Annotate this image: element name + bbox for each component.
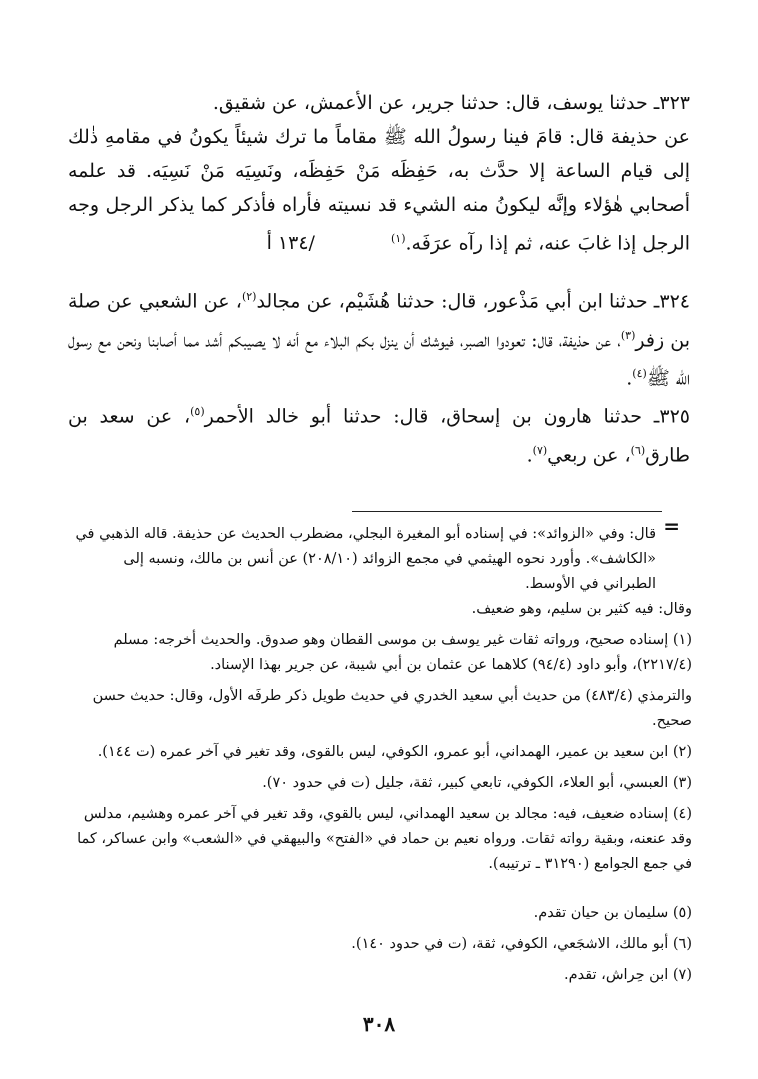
hadith-323-body [68,120,690,260]
hadith-324 [68,280,690,395]
hadith-324-text-b: ، عن حذيفة، قال: تعودوا الصبر، فيوشك أن ينزل بكم البلاء مع أنه لا يصيبكم أشد مما أصابنا ونحن مع رسول الله ﷺ [68,328,690,390]
manuscript-folio-marker: /١٣٤ أ [266,232,315,255]
footnote-7: (٧) ابن حِراش، تقدم. [564,967,692,983]
hadith-325 [68,395,690,472]
hadith-325-text-a: ، عن سعد بن طارق [68,405,690,466]
footnote-continued-1: قال: وفي «الزوائد»: في إسناده أبو المغيرة البجلي، مضطرب الحديث عن حذيفة. قاله الذهبي في «الكاشف». وأورد نحوه الهيثمي في مجمع الزوائد (٢٠٨/١٠) عن أنس بن مالك، ونسبه إلى الطبراني في الأوسط. [75,526,656,592]
footnote-ref-2: (٢) [241,290,257,304]
page-number: ٣٠٨ [362,1012,396,1036]
hadith-325-end: . [526,443,533,466]
footnote-1-continued: والترمذي (٤٨٣/٤) من حديث أبي سعيد الخدري في حديث طويل ذكر طرفَه الأول، وقال: حديث حسن صحيح. [92,688,692,729]
footnote-ref-5: (٥) [190,405,205,419]
footnote-ref-7: (٧) [532,443,548,457]
footnotes [66,522,692,988]
footnote-continued-2: وقال: فيه كثير بن سليم، وهو ضعيف. [471,601,692,617]
hadith-325-text-b: ، عن ربعي [547,443,631,466]
hadith-323-heading: ٣٢٣ـ حدثنا يوسف، قال: حدثنا جرير، عن الأعمش، عن شقيق. [212,92,690,114]
footnote-ref-1: (١) [391,232,406,245]
hadith-324-text-a: ، عن الشعبي عن صلة بن زفر [68,290,690,351]
footnote-2: (٢) ابن سعيد بن عمير، الهمداني، أبو عمرو، الكوفي، ليس بالقوى، وقد تغير في آخر عمره (ت ١٤٤). [97,744,692,760]
footnote-6: (٦) أبو مالك، الاشجَعي، الكوفي، ثقة، (ت في حدود ١٤٠). [351,936,692,952]
footnote-ref-6: (٦) [630,443,646,457]
footnote-1: (١) إسناده صحيح، ورواته ثقات غير يوسف بن موسى القطان وهو صدوق. والحديث أخرجه: مسلم (٢٢١٧/٤)، وأبو داود (٩٤/٤) كلاهما عن عثمان بن أبي شيبة، عن جرير بهذا الإسناد. [113,632,692,673]
footnote-ref-4: (٤) [632,366,647,380]
hadith-323-text: عن حذيفة قال: قامَ فينا رسولُ الله ﷺ مقاماً ما ترك شيئاً يكونُ في مقامهِ ذٰلك إلى قيام الساعة إلا حدَّث به، حَفِظَه مَنْ حَفِظَه، ونَسِيَه مَنْ نَسِيَه. قد علمه أصحابي هٰؤلاء وإنَّه ليكونُ منه الشيء قد نسيته فأراه فأذكر كما يذكر الرجل وجه الرجل إذا غابَ عنه، ثم إذا رآه عرَفَه. [68,126,690,255]
footnote-ref-3: (٣) [620,328,636,342]
footnote-3: (٣) العبسي، أبو العلاء، الكوفي، تابعي كبير، ثقة، جليل (ت في حدود ٧٠). [262,775,692,791]
footnote-separator [352,511,662,512]
hadith-324-heading: ٣٢٤ـ حدثنا ابن أبي مَذْعور، قال: حدثنا هُشَيْم، عن مجالد [256,290,690,313]
hadith-325-heading: ٣٢٥ـ حدثنا هارون بن إسحاق، قال: حدثنا أبو خالد الأحمر [204,405,690,428]
main-text [68,86,690,472]
footnote-4: (٤) إسناده ضعيف، فيه: مجالد بن سعيد الهمداني، ليس بالقوي، وقد تغير في آخر عمره وهشيم، مدلس وقد عنعنه، وبقية رواته ثقات. ورواه نعيم بن حماد في «الفتح» والبيهقي في «الشعب» وابن عساكر، كما في جمع الجوامع (٣١٢٩٠ ـ ترتيبه). [77,806,692,872]
footnote-5: (٥) سليمان بن حيان تقدم. [533,905,692,921]
hadith-324-end: . [626,367,633,390]
continuation-mark: = [663,514,680,538]
